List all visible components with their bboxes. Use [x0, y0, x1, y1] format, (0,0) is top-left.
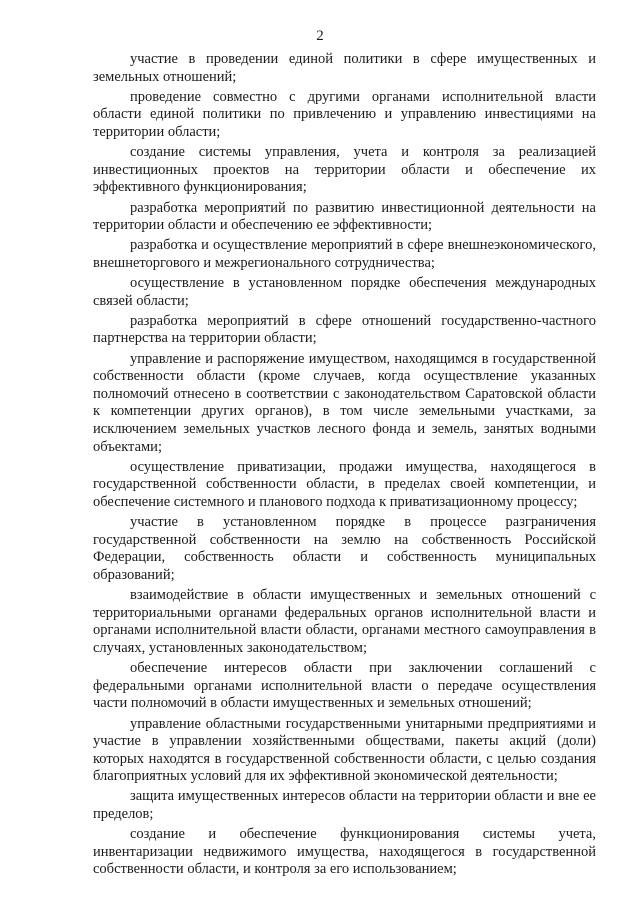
paragraph-14: защита имущественных интересов области на территории области и вне ее пределов; — [93, 788, 596, 823]
paragraph-7: разработка мероприятий в сфере отношений государственно-частного партнерства на территории области; — [93, 312, 596, 347]
paragraph-6: осуществление в установленном порядке обеспечения международных связей области; — [93, 275, 596, 309]
paragraph-12: обеспечение интересов области при заключении соглашений с федеральными органами исполнительной власти о передаче осуществления части полномочий в области имущественных и земельных отношений; — [93, 660, 596, 712]
paragraph-2: проведение совместно с другими органами исполнительной власти области единой политики по привлечению и управлению инвестициями на территории области; — [93, 88, 596, 140]
paragraph-13: управление областными государственными унитарными предприятиями и участие в управлении хозяйственными обществами, пакеты акций (доли) которых находятся в государственной собственности области, с целью создания благоприятных условий для их эффективной экономической деятельности; — [93, 715, 596, 785]
paragraph-11: взаимодействие в области имущественных и земельных отношений с территориальными органами федеральных органов исполнительной власти и органами исполнительной власти области, органами местного самоуправления в случаях, установленных законодательством; — [93, 587, 596, 656]
paragraph-10: участие в установленном порядке в процессе разграничения государственной собственности на землю на собственность Российской Федерации, собственность области и собственность муниципальных образований; — [93, 514, 596, 583]
paragraph-3: создание системы управления, учета и контроля за реализацией инвестиционных проектов на территории области и обеспечение их эффективного функционирования; — [93, 144, 596, 196]
paragraph-9: осуществление приватизации, продажи имущества, находящегося в государственной собственности области, в пределах своей компетенции, и обеспечение системного и планового подхода к приватизационному процессу; — [93, 458, 596, 510]
paragraph-4: разработка мероприятий по развитию инвестиционной деятельности на территории области и обеспечению ее эффективности; — [93, 199, 596, 234]
paragraph-15: создание и обеспечение функционирования системы учета, инвентаризации недвижимого имущества, находящегося в государственной собственности области, и контроля за его использованием; — [93, 826, 596, 878]
paragraph-1: участие в проведении единой политики в сфере имущественных и земельных отношений; — [93, 51, 596, 85]
page-number: 2 — [316, 28, 324, 44]
document-body — [93, 51, 596, 882]
paragraph-8: управление и распоряжение имуществом, находящимся в государственной собственности области (кроме случаев, когда осуществление указанных полномочий отнесено в соответствии с законодательством Саратовской области к компетенции других органов), в том числе земельными участками, за исключением земельных участков лесного фонда и земель, занятых водными объектами; — [93, 350, 596, 455]
paragraph-5: разработка и осуществление мероприятий в сфере внешнеэкономического, внешнеторгового и межрегионального сотрудничества; — [93, 237, 596, 271]
